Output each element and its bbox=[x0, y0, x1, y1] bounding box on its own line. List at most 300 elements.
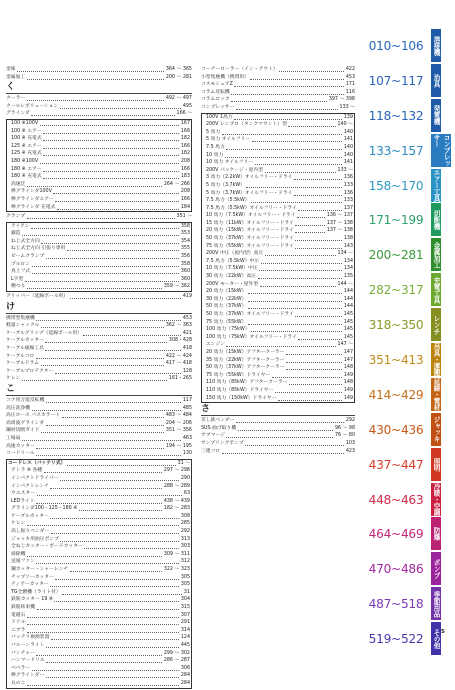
leader-dots bbox=[67, 465, 176, 466]
index-entry-name: エンジン bbox=[206, 342, 225, 348]
index-entry bbox=[8, 634, 190, 642]
index-entry bbox=[203, 250, 353, 258]
index-entry bbox=[6, 450, 192, 458]
index-entry-name: 7.5 馬力（5.5kW）中圧 bbox=[206, 258, 260, 264]
index-entry-name: 掃除機 bbox=[11, 551, 26, 557]
index-entry bbox=[203, 379, 353, 387]
index-entry-name: 200V パッケージ・屋内型 bbox=[206, 167, 264, 173]
index-entry-name: 高圧ホース パスカラート bbox=[6, 413, 61, 419]
index-entry bbox=[8, 574, 190, 582]
index-entry-name: アイアン bbox=[11, 223, 30, 229]
index-entry-name: ケーブルグリップ（延線ボール用） bbox=[6, 330, 82, 336]
index-entry bbox=[203, 303, 353, 311]
index-entry bbox=[6, 293, 192, 301]
leader-dots bbox=[32, 266, 180, 267]
index-entry bbox=[6, 427, 192, 435]
index-entry-name: SUS 曲げ取り機 bbox=[201, 425, 237, 431]
index-entry-name: 10 馬力（7.5kW）オイルフリー・ドライ bbox=[206, 213, 296, 219]
index-entry-name: 100V 1馬力 bbox=[206, 114, 233, 120]
subentry-box bbox=[201, 113, 355, 404]
index-entry bbox=[203, 220, 353, 228]
index-entry bbox=[201, 96, 355, 104]
index-entry bbox=[203, 205, 353, 213]
index-entry-page: 307 bbox=[180, 612, 190, 618]
index-entry-name: L字型 bbox=[11, 276, 24, 282]
index-entry-name: ケレン bbox=[11, 521, 26, 527]
index-entry-page: 171 bbox=[345, 82, 355, 88]
index-entry-name: 50 馬力（37kW）オイルフリー・ドライ bbox=[206, 236, 294, 242]
index-entry-page: 356 bbox=[180, 254, 190, 260]
leader-dots bbox=[248, 301, 342, 302]
page-range: 318~350 bbox=[368, 318, 424, 333]
index-entry-page: 362 ～ 363 bbox=[165, 323, 192, 329]
index-entry bbox=[8, 128, 190, 136]
leader-dots bbox=[43, 171, 179, 172]
page-range: 487~518 bbox=[368, 597, 424, 612]
index-entry-page: 495 bbox=[182, 103, 192, 109]
index-entry-name: 全ねじカッター・ボードカッター bbox=[11, 544, 83, 550]
leader-dots bbox=[50, 488, 162, 489]
index-entry-page: 135 bbox=[343, 274, 353, 280]
leader-dots bbox=[27, 218, 175, 219]
leader-dots bbox=[295, 316, 342, 317]
category-tab[interactable]: 吊具・運搬 bbox=[432, 343, 440, 377]
index-entry-name: 180 ※100V bbox=[11, 158, 39, 164]
leader-dots bbox=[22, 380, 168, 381]
index-entry-page: 103 bbox=[345, 440, 355, 446]
leader-dots bbox=[46, 258, 179, 259]
index-entry-page: 144 ～ bbox=[337, 281, 353, 287]
category-tab[interactable]: 照明 bbox=[431, 448, 441, 481]
index-entry bbox=[203, 349, 353, 357]
index-entry bbox=[8, 596, 190, 604]
index-entry bbox=[8, 672, 190, 680]
index-entry-page: 355 bbox=[180, 246, 190, 252]
index-entry-page: 308 bbox=[180, 513, 190, 519]
index-entry-page: 313 bbox=[180, 536, 190, 542]
index-entry-page: 133 ～ bbox=[337, 167, 353, 173]
index-entry-name: 7.5 馬力（5.5kW）オイルフリー・ドライ bbox=[206, 205, 297, 211]
index-entry-name: 鍛造 bbox=[11, 231, 21, 237]
leader-dots bbox=[46, 647, 180, 648]
index-entry bbox=[201, 89, 355, 97]
index-entry bbox=[203, 167, 353, 175]
index-entry-name: ケーブルプロテクター bbox=[6, 368, 54, 374]
index-entry-name: ケーブルドラム bbox=[6, 361, 40, 367]
leader-dots bbox=[57, 209, 179, 210]
index-entry-name: 高し振りペンダー bbox=[11, 529, 50, 535]
index-entry-name: コンプレッサー bbox=[201, 104, 235, 110]
index-entry bbox=[203, 319, 353, 327]
index-entry-name: 150 馬力（150kW）ドライヤー bbox=[206, 395, 277, 401]
page-range: 133~157 bbox=[368, 143, 424, 158]
index-entry-name: 100 ※100V bbox=[11, 120, 39, 126]
index-entry bbox=[8, 150, 190, 158]
leader-dots bbox=[246, 187, 342, 188]
index-entry bbox=[8, 173, 190, 181]
leader-dots bbox=[43, 178, 179, 179]
leader-dots bbox=[226, 437, 333, 438]
index-entry-name: 20 馬力（15kW）オイルフリー・ドライ bbox=[206, 228, 294, 234]
index-entry bbox=[8, 657, 190, 665]
leader-dots bbox=[236, 109, 338, 110]
leader-dots bbox=[248, 308, 342, 309]
category-tab[interactable]: 充電工具 bbox=[431, 273, 441, 306]
leader-dots bbox=[36, 358, 164, 359]
leader-dots bbox=[43, 140, 179, 141]
index-entry-name: 10 馬力（7.5kW）中圧 bbox=[206, 266, 258, 272]
leader-dots bbox=[43, 148, 179, 149]
category-tab[interactable]: ジャッキ bbox=[431, 413, 441, 446]
index-entry bbox=[8, 158, 190, 166]
leader-dots bbox=[295, 232, 325, 233]
index-entry bbox=[203, 281, 353, 289]
leader-dots bbox=[36, 655, 162, 656]
index-entry bbox=[8, 581, 190, 589]
index-entry-name: プルロン bbox=[11, 261, 30, 267]
index-entry-page: 140 bbox=[343, 144, 353, 150]
index-entry-page: 117 bbox=[182, 397, 192, 403]
index-entry-name: ビームクランプ bbox=[11, 254, 45, 260]
index-entry-name: ウエスター bbox=[11, 491, 35, 497]
index-entry-page: 485 bbox=[182, 405, 192, 411]
index-entry-name: 高周波グラインダ bbox=[6, 420, 45, 426]
index-entry bbox=[203, 357, 353, 365]
leader-dots bbox=[55, 579, 179, 580]
index-entry bbox=[8, 166, 190, 174]
index-entry bbox=[6, 103, 192, 111]
leader-dots bbox=[27, 617, 179, 618]
category-tab[interactable]: エアー工具 bbox=[432, 168, 440, 202]
leader-dots bbox=[278, 400, 342, 401]
leader-dots bbox=[27, 556, 162, 557]
index-entry-name: 鋼材切断ガイド bbox=[6, 428, 40, 434]
leader-dots bbox=[27, 632, 179, 633]
leader-dots bbox=[46, 677, 180, 678]
index-entry-page: 166 bbox=[180, 128, 190, 134]
index-entry-page: 134 ～ bbox=[337, 251, 353, 257]
index-entry-name: バンチャー bbox=[11, 650, 35, 656]
category-tab[interactable]: その他 bbox=[431, 622, 441, 655]
category-tab[interactable]: コンプレッサー bbox=[432, 133, 450, 167]
index-entry-name: 3 馬力（2.2kW）オイルフリー・ドライ bbox=[206, 175, 293, 181]
index-entry-page: 312 bbox=[180, 559, 190, 565]
leader-dots bbox=[27, 100, 165, 101]
leader-dots bbox=[50, 518, 179, 519]
page-range: 414~429 bbox=[368, 387, 424, 402]
index-entry-name: 200V 中圧（屋内型）高圧 bbox=[206, 251, 264, 257]
index-entry-page: 463 bbox=[182, 435, 192, 441]
index-entry-name: 110 馬力（85kW）ドライヤー bbox=[206, 387, 274, 393]
index-entry-page: 140 ～ bbox=[337, 122, 353, 128]
category-tab[interactable]: ポンプ bbox=[431, 552, 441, 585]
index-entry bbox=[6, 412, 192, 420]
index-entry bbox=[6, 213, 192, 221]
leader-dots bbox=[265, 255, 336, 256]
index-entry bbox=[8, 619, 190, 627]
index-entry-name: 電磁石 bbox=[11, 612, 26, 618]
index-entry-page: 353 bbox=[180, 231, 190, 237]
leader-dots bbox=[295, 225, 325, 226]
index-entry-name: 30 馬力（22kW）高圧 bbox=[206, 274, 257, 280]
index-entry-page: 303 bbox=[180, 544, 190, 550]
leader-dots bbox=[46, 425, 165, 426]
index-entry bbox=[8, 566, 190, 574]
index-entry-page: 359 ～ 362 bbox=[163, 284, 190, 290]
index-entry-page: 161・265 bbox=[168, 376, 192, 382]
index-entry-name: クールレボリューション bbox=[6, 103, 59, 109]
index-entry-page: 96 ～ 98 bbox=[334, 425, 355, 431]
leader-dots bbox=[226, 149, 342, 150]
index-entry-name: 200V モーター・屋外型 bbox=[206, 281, 259, 287]
index-entry bbox=[8, 475, 190, 483]
kana-heading: さ bbox=[201, 404, 355, 416]
index-entry-page: 31 ～ bbox=[177, 460, 190, 466]
index-entry-page: 166 ～ bbox=[176, 111, 192, 117]
index-entry-page: 351 ～ bbox=[176, 214, 192, 220]
index-entry bbox=[203, 341, 353, 349]
category-tab[interactable]: 発電機 bbox=[431, 99, 441, 132]
index-entry bbox=[8, 143, 190, 151]
index-entry-page: 144 bbox=[343, 304, 353, 310]
index-entry-page: 182 bbox=[180, 136, 190, 142]
leader-dots bbox=[41, 365, 165, 366]
index-entry-page: 149 bbox=[343, 372, 353, 378]
index-entry-name: ハンマードリル bbox=[11, 658, 45, 664]
index-entry-page: 166 bbox=[180, 196, 190, 202]
index-entry bbox=[201, 81, 355, 89]
index-entry-page: 133 bbox=[343, 182, 353, 188]
index-entry-page: 140 bbox=[343, 152, 353, 158]
index-entry-page: 418 bbox=[182, 346, 192, 351]
index-entry-page: 364 ～ 365 bbox=[165, 67, 192, 72]
index-entry bbox=[203, 395, 353, 403]
page-range: 470~486 bbox=[368, 562, 424, 577]
kana-heading: く bbox=[6, 82, 192, 94]
category-tab[interactable]: 季節用品 bbox=[431, 587, 441, 620]
index-entry bbox=[8, 604, 190, 612]
index-entry-page: 147 ～ bbox=[337, 342, 353, 348]
index-entry-name: 高速カッター bbox=[6, 443, 35, 449]
leader-dots bbox=[70, 571, 163, 572]
leader-dots bbox=[17, 71, 164, 72]
index-entry bbox=[203, 334, 353, 342]
index-entry bbox=[203, 258, 353, 266]
index-entry-name: 75 馬力（55kW）オイルフリー・ドライ bbox=[206, 243, 294, 249]
index-entry-name: バッテリ複源装置 bbox=[11, 635, 50, 641]
index-entry-page: 133 bbox=[343, 198, 353, 204]
index-entry-page: 136 bbox=[343, 190, 353, 196]
index-entry-page: 145 bbox=[343, 312, 353, 317]
leader-dots bbox=[259, 270, 342, 271]
leader-dots bbox=[298, 339, 342, 340]
index-entry-page: 147 bbox=[343, 349, 353, 355]
leader-dots bbox=[294, 195, 343, 196]
index-entry bbox=[203, 197, 353, 205]
index-entry-name: 横つり bbox=[11, 284, 26, 290]
index-entry-page: 419 bbox=[182, 294, 192, 300]
index-entry bbox=[203, 182, 353, 190]
index-entry bbox=[8, 528, 190, 536]
index-entry bbox=[8, 680, 190, 688]
index-entry-name: 高圧洗浄機 bbox=[6, 405, 30, 411]
index-entry bbox=[203, 364, 353, 372]
index-entry-name: 75 馬力（55kW） bbox=[206, 319, 247, 325]
index-entry bbox=[8, 261, 190, 269]
index-entry bbox=[6, 315, 192, 323]
index-entry-page: 183 bbox=[180, 174, 190, 180]
index-entry-name: 鋼カッター・シャーレンチ bbox=[11, 567, 69, 573]
index-entry-page: 417 ～ 418 bbox=[165, 361, 192, 367]
page-range: 107~117 bbox=[368, 73, 424, 88]
index-entry-page: 423 bbox=[345, 448, 355, 454]
index-entry bbox=[8, 483, 190, 491]
category-tab[interactable]: レンチ bbox=[431, 308, 441, 341]
index-entry-name: ケーブル通線工具 bbox=[6, 346, 44, 351]
index-entry-name: 100 馬力（75kW）オイルフリー・ドライ bbox=[206, 334, 297, 340]
leader-dots bbox=[27, 288, 162, 289]
category-tab[interactable]: 溶接機 bbox=[431, 29, 441, 62]
index-entry-name: コードリール bbox=[6, 451, 35, 457]
index-entry-page: 453 bbox=[182, 315, 192, 321]
index-entry bbox=[6, 375, 192, 383]
index-entry-name: サンプリングポンプ bbox=[201, 440, 244, 446]
leader-dots bbox=[46, 662, 162, 663]
leader-dots bbox=[27, 186, 162, 187]
index-entry-name: ドリル bbox=[11, 620, 26, 626]
index-entry bbox=[6, 420, 192, 428]
index-entry-page: 208 bbox=[180, 158, 190, 164]
index-entry-page: 140 bbox=[343, 129, 353, 135]
leader-dots bbox=[22, 440, 181, 441]
index-entry-page: 288 ～ 289 bbox=[163, 483, 190, 489]
leader-dots bbox=[222, 134, 343, 135]
index-entry-name: 50 馬力（37kW）オイルフリー・ドライ bbox=[206, 312, 294, 317]
index-entry-name: 棒グラインダエアー bbox=[11, 196, 54, 202]
leader-dots bbox=[252, 141, 343, 142]
index-entry-page: 63 bbox=[183, 491, 190, 497]
leader-dots bbox=[272, 377, 343, 378]
category-tab[interactable]: 冷暖・空調 bbox=[432, 482, 440, 516]
leader-dots bbox=[231, 94, 344, 95]
index-entry-page: 492 ～ 497 bbox=[165, 96, 192, 102]
index-entry-page: 292 bbox=[345, 418, 355, 424]
index-entry bbox=[203, 227, 353, 235]
index-entry bbox=[203, 114, 353, 122]
page-range: 282~317 bbox=[368, 283, 424, 298]
category-tab[interactable]: 防爆 bbox=[431, 517, 441, 550]
index-entry-page: 149 bbox=[343, 395, 353, 401]
category-tab[interactable]: 切断機 bbox=[431, 203, 441, 236]
index-entry-page: 315 bbox=[180, 605, 190, 610]
leader-dots bbox=[226, 346, 336, 347]
index-entry-name: 100 ※ エアー bbox=[11, 128, 42, 134]
leader-dots bbox=[250, 79, 344, 80]
leader-dots bbox=[53, 193, 179, 194]
index-entry bbox=[203, 326, 353, 334]
index-entry-name: 125 ※ エアー bbox=[11, 143, 42, 149]
index-entry-page: 421 bbox=[182, 330, 192, 336]
leader-dots bbox=[45, 342, 167, 343]
index-entry-page: 264 ～ 266 bbox=[163, 181, 190, 187]
index-entry-name: 工場扇 bbox=[6, 435, 21, 441]
index-entry bbox=[6, 337, 192, 345]
index-entry bbox=[8, 642, 190, 650]
index-entry-name: 15 馬力（11kW）オイルフリー・ドライ bbox=[206, 220, 294, 226]
index-entry-name: 三連コロ bbox=[201, 448, 221, 454]
index-entry bbox=[8, 253, 190, 261]
subentry-box bbox=[6, 222, 192, 292]
index-entry-name: グラインダ bbox=[6, 111, 30, 117]
index-entry bbox=[6, 66, 192, 74]
page-range: 171~199 bbox=[368, 213, 424, 228]
category-tab[interactable]: 延線・電材 bbox=[432, 377, 440, 411]
index-entry-name: ベベラー bbox=[11, 665, 31, 671]
index-entry-name: 5 馬力（3.7kW） bbox=[206, 182, 245, 188]
index-entry-name: チップソーカッター bbox=[11, 574, 54, 580]
leader-dots bbox=[60, 541, 179, 542]
index-entry-page: 358 bbox=[180, 223, 190, 229]
leader-dots bbox=[27, 624, 179, 625]
index-entry bbox=[8, 505, 190, 513]
category-tab[interactable]: 治具 bbox=[431, 64, 441, 97]
index-entry-name: 鉄筋結束機 bbox=[11, 605, 35, 610]
index-entry bbox=[203, 311, 353, 319]
index-entry bbox=[8, 589, 190, 597]
index-entry-name: 真上フ式 bbox=[11, 269, 31, 275]
index-entry-page: 184 bbox=[180, 204, 190, 210]
index-entry-page: 137 bbox=[343, 205, 353, 211]
leader-dots bbox=[261, 263, 343, 264]
index-entry bbox=[203, 387, 353, 395]
index-entry-page: 438 ～ 439 bbox=[163, 498, 190, 504]
index-entry-page: 31 bbox=[183, 589, 190, 595]
index-entry-name: コア用万能反転機 bbox=[6, 397, 45, 403]
index-entry-name: 棒グラインダ 充電式 bbox=[11, 204, 56, 210]
index-entry-page: 133 ～ bbox=[339, 104, 355, 110]
index-entry-page: 137 ～ 138 bbox=[326, 228, 353, 234]
leader-dots bbox=[37, 495, 183, 496]
leader-dots bbox=[36, 563, 179, 564]
leader-dots bbox=[43, 155, 179, 156]
leader-dots bbox=[51, 533, 180, 534]
leader-dots bbox=[62, 594, 182, 595]
index-entry-name: 50 馬力（37kW） bbox=[206, 304, 247, 310]
index-column-left bbox=[6, 66, 192, 690]
index-entry-name: 35 馬力（22kW）アフタークーラー bbox=[206, 357, 285, 363]
leader-dots bbox=[279, 71, 344, 72]
index-entry-name: 高速迂 bbox=[11, 181, 26, 187]
category-tab[interactable]: 金属加工 bbox=[431, 238, 441, 271]
index-entry-page: 204 ～ 206 bbox=[165, 420, 192, 426]
index-entry bbox=[203, 288, 353, 296]
leader-dots bbox=[295, 240, 342, 241]
leader-dots bbox=[248, 324, 342, 325]
index-entry-page: 314 bbox=[180, 627, 190, 633]
leader-dots bbox=[36, 320, 181, 321]
index-entry bbox=[8, 536, 190, 544]
leader-dots bbox=[79, 510, 163, 511]
index-entry bbox=[6, 360, 192, 368]
index-entry bbox=[6, 322, 192, 330]
leader-dots bbox=[255, 164, 343, 165]
index-entry-page: 148 bbox=[343, 365, 353, 371]
index-entry-name: 小型集塵機（携帯用） bbox=[201, 74, 249, 80]
kana-heading: こ bbox=[6, 384, 192, 396]
page-range: 158~170 bbox=[368, 178, 424, 193]
leader-dots bbox=[32, 410, 182, 411]
index-entry bbox=[201, 425, 355, 433]
